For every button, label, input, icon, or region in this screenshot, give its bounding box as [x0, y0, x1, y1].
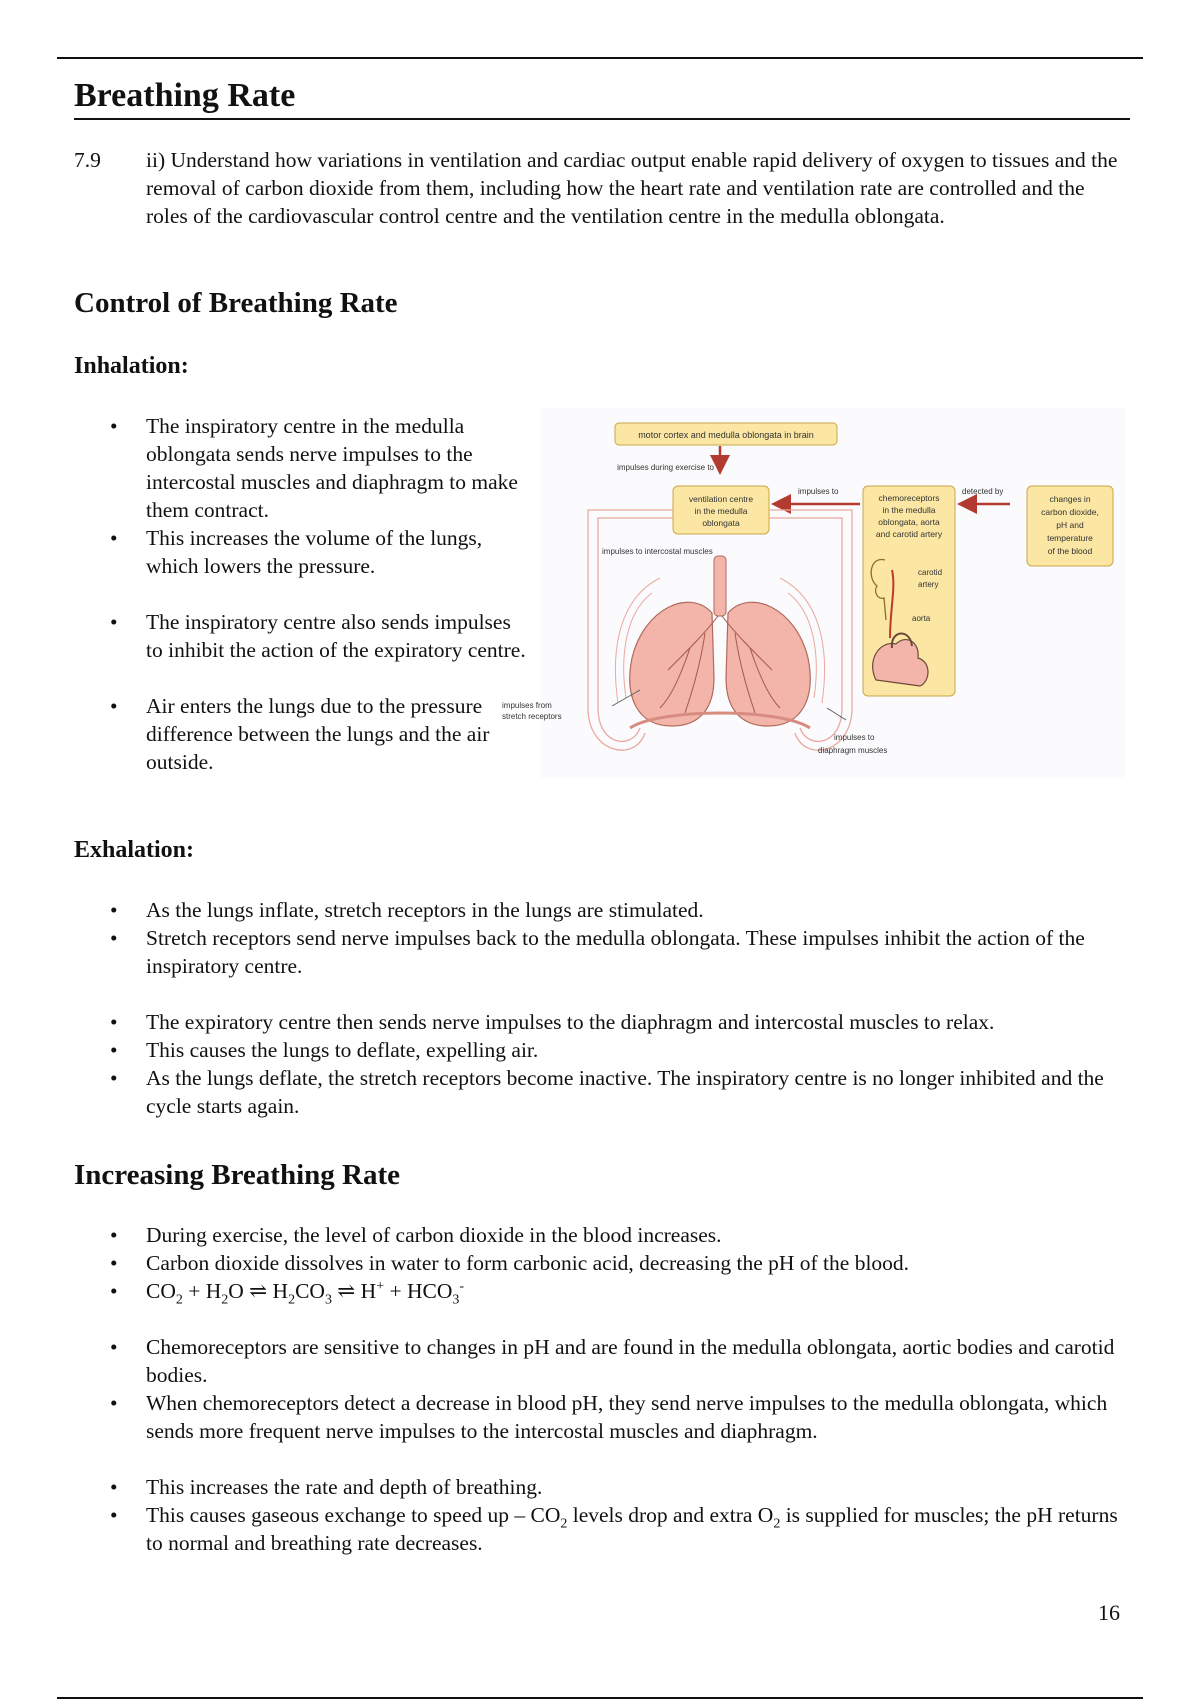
- trachea: [714, 556, 726, 616]
- ventilation-centre-line: ventilation centre: [688, 494, 754, 504]
- exhalation-list: [74, 896, 1130, 1120]
- diaphragm-label: diaphragm muscles: [818, 746, 888, 755]
- eq-part: CO: [295, 1279, 325, 1303]
- spec-text: ii) Understand how variations in ventilation and cardiac output enable rapid delivery of oxygen to tissues and the removal of carbon dioxide from them, including how the heart rate and ventilation rate are controlled and the roles of the cardiovascular control centre and the ventilation centre in the medulla oblongata.: [146, 148, 1118, 228]
- changes-line: pH and: [1056, 520, 1084, 530]
- increasing-heading: Increasing Breathing Rate: [74, 1159, 400, 1191]
- stretch-label: impulses from: [502, 701, 552, 710]
- list-item: [74, 1501, 1130, 1557]
- list-item: • When chemoreceptors detect a decrease in blood pH, they send nerve impulses to the medulla oblongata, which sends more frequent nerve impulses to the intercostal muscles and diaphragm.: [74, 1389, 1130, 1445]
- page-title: Breathing Rate: [74, 74, 1130, 120]
- eq-sup: +: [376, 1278, 385, 1294]
- list-item: • The expiratory centre then sends nerve impulses to the diaphragm and intercostal muscles to relax.: [74, 1008, 1130, 1036]
- eq-sub: 3: [452, 1292, 460, 1308]
- list-item: • During exercise, the level of carbon dioxide in the blood increases.: [74, 1221, 1130, 1249]
- control-heading: Control of Breathing Rate: [74, 287, 398, 319]
- chemical-equation: [74, 1277, 1130, 1308]
- eq-sup: -: [459, 1278, 465, 1294]
- spec-code: 7.9: [74, 148, 101, 172]
- impulses-to-label: impulses to: [798, 487, 839, 496]
- list-item: • As the lungs deflate, the stretch receptors become inactive. The inspiratory centre is no longer inhibited and the cycle starts again.: [74, 1064, 1130, 1120]
- eq-sub: 3: [324, 1292, 332, 1308]
- list-item: • Air enters the lungs due to the pressure difference between the lungs and the air outside.: [74, 692, 532, 776]
- eq-part: ⇌ H: [331, 1279, 377, 1303]
- carotid-label: carotid: [918, 568, 943, 577]
- specification-point: [74, 146, 1130, 230]
- changes-line: carbon dioxide,: [1041, 507, 1099, 517]
- list-item: • This causes the lungs to deflate, expelling air.: [74, 1036, 1130, 1064]
- ventilation-centre-line: in the medulla: [694, 506, 748, 516]
- impulses-intercostal-label: impulses to intercostal muscles: [602, 547, 713, 556]
- carotid-label: artery: [918, 580, 939, 589]
- bottom-rule: [57, 1697, 1143, 1699]
- chemoreceptors-line: and carotid artery: [875, 529, 943, 539]
- eq-part: CO: [146, 1279, 176, 1303]
- text-part: This causes gaseous exchange to speed up – CO: [146, 1503, 561, 1527]
- list-item: • Stretch receptors send nerve impulses back to the medulla oblongata. These impulses inhibit the action of the inspiratory centre.: [74, 924, 1130, 980]
- list-item: • Carbon dioxide dissolves in water to form carbonic acid, decreasing the pH of the blood.: [74, 1249, 1130, 1277]
- text-part: is supplied for muscles; the pH returns to normal and breathing rate decreases.: [146, 1503, 1118, 1555]
- stretch-label: stretch receptors: [502, 712, 562, 721]
- list-item: • As the lungs inflate, stretch receptors in the lungs are stimulated.: [74, 896, 1130, 924]
- chemoreceptors-line: oblongata, aorta: [878, 517, 940, 527]
- inhalation-heading: Inhalation:: [74, 353, 189, 379]
- text-sub: 2: [773, 1516, 781, 1532]
- eq-part: + HCO: [384, 1279, 453, 1303]
- changes-line: temperature: [1047, 533, 1093, 543]
- eq-sub: 2: [175, 1292, 183, 1308]
- top-rule: [57, 57, 1143, 59]
- impulses-exercise-label: impulses during exercise to: [617, 463, 714, 472]
- aorta-label: aorta: [912, 614, 931, 623]
- eq-sub: 2: [288, 1292, 296, 1308]
- eq-sub: 2: [221, 1292, 229, 1308]
- chemoreceptors-line: chemoreceptors: [878, 493, 940, 503]
- eq-part: O ⇌ H: [228, 1279, 289, 1303]
- list-item: • The inspiratory centre in the medulla oblongata sends nerve impulses to the intercostal muscles and diaphragm to make them contract.: [74, 412, 532, 524]
- list-item: • The inspiratory centre also sends impulses to inhibit the action of the expiratory centre.: [74, 608, 532, 664]
- increasing-list: [74, 1221, 1130, 1557]
- text-sub: 2: [560, 1516, 568, 1532]
- ventilation-centre-line: oblongata: [702, 518, 740, 528]
- motor-cortex-label: motor cortex and medulla oblongata in brain: [638, 430, 814, 440]
- changes-line: changes in: [1049, 494, 1091, 504]
- diaphragm-label: impulses to: [834, 733, 875, 742]
- inhalation-list: [74, 412, 532, 776]
- detected-by-label: detected by: [962, 487, 1004, 496]
- changes-line: of the blood: [1047, 546, 1093, 556]
- eq-part: + H: [182, 1279, 222, 1303]
- page-number: 16: [1098, 1600, 1120, 1625]
- exhalation-heading: Exhalation:: [74, 837, 195, 863]
- list-item: • Chemoreceptors are sensitive to changes in pH and are found in the medulla oblongata, aortic bodies and carotid bodies.: [74, 1333, 1130, 1389]
- list-item: • This increases the volume of the lungs, which lowers the pressure.: [74, 524, 532, 580]
- breathing-control-diagram: [502, 408, 1125, 778]
- text-part: levels drop and extra O: [567, 1503, 774, 1527]
- chemoreceptors-line: in the medulla: [882, 505, 936, 515]
- list-item: • This increases the rate and depth of breathing.: [74, 1473, 1130, 1501]
